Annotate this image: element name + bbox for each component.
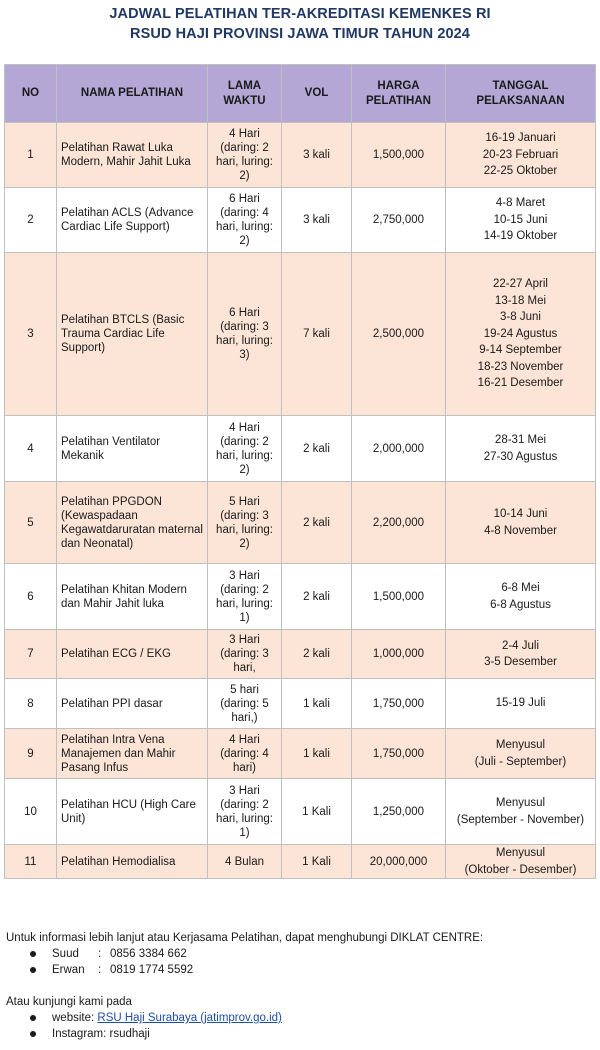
contact-item: [30, 962, 483, 978]
cell-vol: 1 kali: [282, 679, 352, 729]
bullet-icon: [30, 967, 36, 973]
cell-lama: 4 Hari (daring: 2 hari, luring: 2): [208, 416, 282, 482]
date-line: 20-23 Februari: [482, 148, 559, 161]
cell-tanggal: [446, 482, 596, 564]
contact-separator: :: [98, 964, 102, 976]
contact-section: [6, 930, 483, 978]
cell-harga: 1,500,000: [352, 123, 446, 188]
date-line: 3-8 Juni: [500, 311, 541, 324]
cell-tanggal: [446, 416, 596, 482]
cell-tanggal: [446, 564, 596, 630]
website-link[interactable]: RSU Haji Surabaya (jatimprov.go.id): [97, 1012, 282, 1024]
visit-list: [6, 1010, 282, 1042]
cell-tanggal: [446, 845, 596, 879]
cell-vol: 3 kali: [282, 123, 352, 188]
table-row: [5, 253, 596, 416]
cell-harga: 1,750,000: [352, 679, 446, 729]
col-header-harga: HARGA PELATIHAN: [352, 65, 446, 123]
bullet-icon: [30, 1031, 36, 1037]
cell-nama: Pelatihan ACLS (Advance Cardiac Life Support): [57, 188, 208, 253]
cell-lama: 3 Hari (daring: 2 hari, luring: 1): [208, 564, 282, 630]
cell-harga: 1,500,000: [352, 564, 446, 630]
cell-nama: Pelatihan ECG / EKG: [57, 630, 208, 679]
date-line: 4-8 November: [484, 524, 557, 537]
cell-no: 8: [5, 679, 57, 729]
cell-vol: 7 kali: [282, 253, 352, 416]
date-line: 3-5 Desember: [484, 656, 557, 668]
website-label: website:: [52, 1012, 95, 1024]
cell-lama: 6 Hari (daring: 3 hari, luring: 3): [208, 253, 282, 416]
table-row: [5, 729, 596, 779]
cell-no: 1: [5, 123, 57, 188]
cell-harga: 20,000,000: [352, 845, 446, 879]
cell-vol: 2 kali: [282, 564, 352, 630]
cell-lama: 5 Hari (daring: 3 hari, luring: 2): [208, 482, 282, 564]
date-line: (Juli - September): [474, 755, 567, 768]
visit-intro: Atau kunjungi kami pada: [6, 996, 132, 1008]
col-header-vol: VOL: [282, 65, 352, 123]
date-line: 10-14 Juni: [493, 508, 548, 520]
cell-tanggal: [446, 123, 596, 188]
cell-tanggal: [446, 729, 596, 779]
cell-harga: 2,200,000: [352, 482, 446, 564]
cell-tanggal: [446, 188, 596, 253]
cell-tanggal: [446, 779, 596, 845]
cell-no: 6: [5, 564, 57, 630]
date-line: 16-21 Desember: [477, 377, 564, 390]
table-row: [5, 416, 596, 482]
date-line: Menyusul: [495, 847, 546, 859]
col-header-lama: LAMA WAKTU: [208, 65, 282, 123]
contact-phone: 0819 1774 5592: [110, 964, 194, 976]
visit-section: [6, 994, 282, 1042]
contact-separator: :: [98, 948, 102, 960]
cell-harga: 1,250,000: [352, 779, 446, 845]
date-line: 6-8 Mei: [501, 582, 540, 594]
date-line: 19-24 Agustus: [483, 327, 558, 340]
date-line: 27-30 Agustus: [483, 450, 558, 463]
col-header-no: NO: [5, 65, 57, 123]
cell-nama: Pelatihan PPGDON (Kewaspadaan Kegawatdaruratan maternal dan Neonatal): [57, 482, 208, 564]
col-header-tanggal: TANGGAL PELAKSANAAN: [446, 65, 596, 123]
date-line: 9-14 September: [479, 344, 562, 357]
cell-vol: 2 kali: [282, 416, 352, 482]
contact-intro: Untuk informasi lebih lanjut atau Kerjasama Pelatihan, dapat menghubungi DIKLAT CENTRE:: [6, 932, 484, 944]
cell-no: 4: [5, 416, 57, 482]
cell-nama: Pelatihan HCU (High Care Unit): [57, 779, 208, 845]
instagram-item: [30, 1026, 282, 1042]
date-line: 22-27 April: [493, 278, 548, 291]
date-line: 22-25 Oktober: [483, 165, 558, 178]
table-row: [5, 564, 596, 630]
cell-nama: Pelatihan Ventilator Mekanik: [57, 416, 208, 482]
contact-item: [30, 946, 483, 962]
cell-nama: Pelatihan Hemodialisa: [57, 845, 208, 879]
title-line-2: RSUD HAJI PROVINSI JAWA TIMUR TAHUN 2024: [130, 26, 470, 42]
cell-tanggal: [446, 253, 596, 416]
cell-lama: 4 Bulan: [208, 845, 282, 879]
date-line: 18-23 November: [477, 360, 564, 373]
cell-nama: Pelatihan Khitan Modern dan Mahir Jahit luka: [57, 564, 208, 630]
cell-nama: Pelatihan PPI dasar: [57, 679, 208, 729]
title-line-1: JADWAL PELATIHAN TER-AKREDITASI KEMENKES RI: [109, 6, 491, 22]
date-line: 28-31 Mei: [494, 434, 547, 446]
contact-name: Suud: [52, 948, 79, 960]
table-row: [5, 679, 596, 729]
date-line: 15-19 Juli: [495, 697, 546, 710]
col-header-nama: NAMA PELATIHAN: [57, 65, 208, 123]
cell-no: 9: [5, 729, 57, 779]
contact-phone: 0856 3384 662: [110, 948, 187, 960]
date-line: Menyusul: [495, 797, 546, 809]
date-line: 2-4 Juli: [501, 639, 540, 652]
date-line: 13-18 Mei: [494, 294, 547, 307]
cell-nama: Pelatihan Intra Vena Manajemen dan Mahir Pasang Infus: [57, 729, 208, 779]
date-line: Menyusul: [495, 739, 546, 751]
date-line: 14-19 Oktober: [483, 230, 558, 243]
cell-nama: Pelatihan BTCLS (Basic Trauma Cardiac Life Support): [57, 253, 208, 416]
cell-vol: 2 kali: [282, 482, 352, 564]
instagram-text: Instagram: rsudhaji: [52, 1028, 150, 1040]
cell-vol: 1 kali: [282, 729, 352, 779]
date-line: 6-8 Agustus: [490, 598, 551, 611]
cell-harga: 2,000,000: [352, 416, 446, 482]
cell-tanggal: [446, 630, 596, 679]
cell-harga: 2,500,000: [352, 253, 446, 416]
date-line: (Oktober - Desember): [464, 863, 577, 876]
cell-vol: 2 kali: [282, 630, 352, 679]
cell-vol: 1 Kali: [282, 779, 352, 845]
cell-no: 2: [5, 188, 57, 253]
website-item: [30, 1010, 282, 1026]
cell-lama: 3 Hari (daring: 3 hari,: [208, 630, 282, 679]
date-line: (September - November): [456, 813, 585, 826]
table-row: [5, 630, 596, 679]
cell-lama: 4 Hari (daring: 4 hari): [208, 729, 282, 779]
date-line: 16-19 Januari: [485, 132, 556, 145]
cell-no: 10: [5, 779, 57, 845]
cell-tanggal: [446, 679, 596, 729]
table-body: [5, 123, 596, 879]
contact-list: [6, 946, 483, 978]
cell-lama: 5 hari (daring: 5 hari,): [208, 679, 282, 729]
table-row: [5, 123, 596, 188]
cell-vol: 3 kali: [282, 188, 352, 253]
table-row: [5, 188, 596, 253]
cell-no: 3: [5, 253, 57, 416]
cell-no: 7: [5, 630, 57, 679]
cell-harga: 2,750,000: [352, 188, 446, 253]
cell-lama: 4 Hari (daring: 2 hari, luring: 2): [208, 123, 282, 188]
cell-harga: 1,000,000: [352, 630, 446, 679]
date-line: 10-15 Juni: [493, 213, 548, 226]
cell-vol: 1 Kali: [282, 845, 352, 879]
cell-lama: 6 Hari (daring: 4 hari, luring: 2): [208, 188, 282, 253]
date-line: 4-8 Maret: [495, 197, 546, 210]
table-row: [5, 482, 596, 564]
cell-no: 5: [5, 482, 57, 564]
cell-harga: 1,750,000: [352, 729, 446, 779]
bullet-icon: [30, 1015, 36, 1021]
table-row: [5, 779, 596, 845]
table-row: [5, 845, 596, 879]
bullet-icon: [30, 951, 36, 957]
contact-name: Erwan: [52, 964, 85, 976]
cell-no: 11: [5, 845, 57, 879]
page-title: [0, 4, 600, 44]
table-header-row: [5, 65, 596, 123]
cell-lama: 3 Hari (daring: 2 hari, luring: 1): [208, 779, 282, 845]
training-schedule-table: [4, 64, 596, 879]
cell-nama: Pelatihan Rawat Luka Modern, Mahir Jahit Luka: [57, 123, 208, 188]
